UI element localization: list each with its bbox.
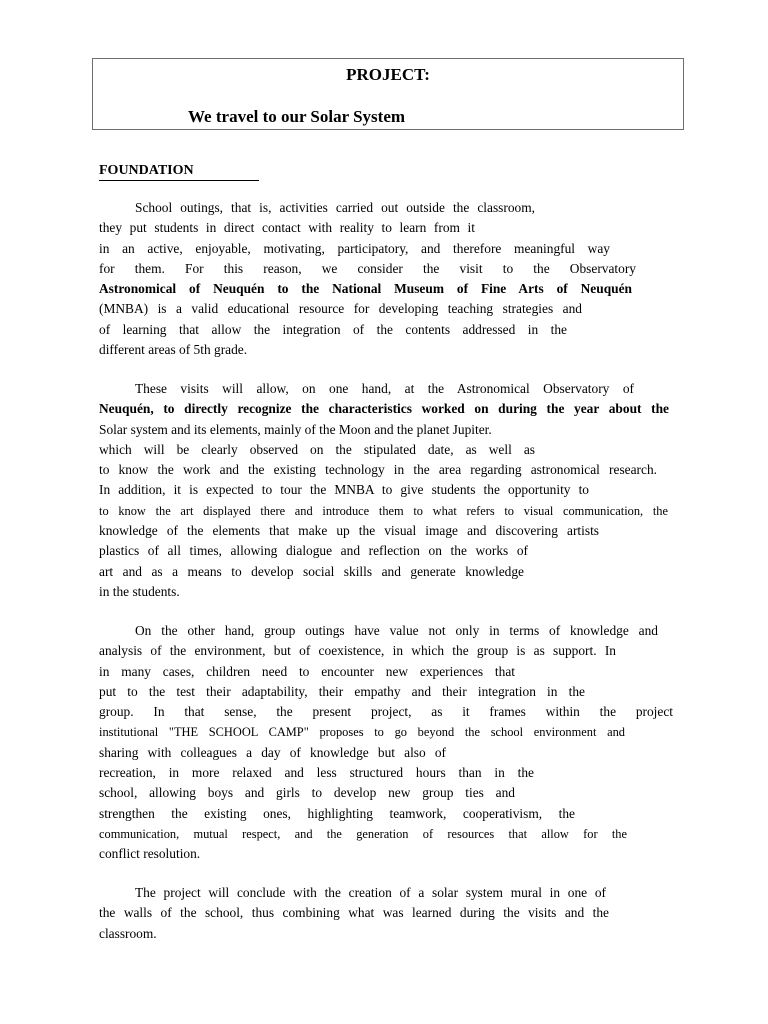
text-line: art and as a means to develop social skills and generate knowledge xyxy=(99,563,524,579)
text-line: to know the art displayed there and introduce them to what refers to visual communication, the xyxy=(99,503,668,518)
text-line: institutional "THE SCHOOL CAMP" proposes to go beyond the school environment and xyxy=(99,725,625,740)
text-line: conflict resolution. xyxy=(99,846,201,862)
text-line: the walls of the school, thus combining what was learned during the visits and the xyxy=(99,905,609,921)
text-line: On the other hand, group outings have value not only in terms of knowledge and xyxy=(135,623,658,638)
text-line: different areas of 5th grade. xyxy=(99,342,248,358)
text-line: which will be clearly observed on the stipulated date, as well as xyxy=(99,441,535,457)
text-line: group. In that sense, the present project, as it frames within the project xyxy=(99,704,673,720)
text-line: classroom. xyxy=(99,925,157,941)
section-heading: FOUNDATION xyxy=(99,162,259,181)
paragraph-2 xyxy=(99,379,673,602)
paragraph-4 xyxy=(99,883,673,944)
text-line: recreation, in more relaxed and less structured hours than in the xyxy=(99,765,534,781)
title-box xyxy=(92,58,684,130)
text-line: knowledge of the elements that make up the visual image and discovering artists xyxy=(99,523,599,539)
text-line: put to the test their adaptability, their empathy and their integration in the xyxy=(99,683,585,699)
text-line: sharing with colleagues a day of knowledge but also of xyxy=(99,744,446,760)
text-line: plastics of all times, allowing dialogue and reflection on the works of xyxy=(99,543,528,559)
text-line: communication, mutual respect, and the generation of resources that allow for the xyxy=(99,826,627,841)
paragraph-1 xyxy=(99,198,673,360)
project-title: We travel to our Solar System xyxy=(188,107,406,126)
text-line: Astronomical of Neuquén to the National Museum of Fine Arts of Neuquén xyxy=(99,281,632,297)
text-line: These visits will allow, on one hand, at the Astronomical Observatory of xyxy=(135,381,634,396)
text-line: In addition, it is expected to tour the MNBA to give students the opportunity to xyxy=(99,482,589,498)
text-line: in an active, enjoyable, motivating, participatory, and therefore meaningful way xyxy=(99,240,610,256)
text-line: to know the work and the existing technology in the area regarding astronomical research. xyxy=(99,462,657,478)
text-line: (MNBA) is a valid educational resource for developing teaching strategies and xyxy=(99,301,582,317)
text-line: for them. For this reason, we consider the visit to the Observatory xyxy=(99,260,636,276)
text-line: The project will conclude with the creation of a solar system mural in one of xyxy=(135,885,606,900)
text-line: of learning that allow the integration of the contents addressed in the xyxy=(99,321,567,337)
text-line: in many cases, children need to encounter new experiences that xyxy=(99,663,515,679)
text-line: school, allowing boys and girls to develop new group ties and xyxy=(99,785,515,801)
text-line: Solar system and its elements, mainly of the Moon and the planet Jupiter. xyxy=(99,421,492,437)
text-line: Neuquén, to directly recognize the characteristics worked on during the year about the xyxy=(99,401,669,417)
text-line: School outings, that is, activities carried out outside the classroom, xyxy=(135,200,535,215)
text-line: in the students. xyxy=(99,583,180,599)
text-line: strengthen the existing ones, highlighting teamwork, cooperativism, the xyxy=(99,805,575,821)
project-label: PROJECT: xyxy=(346,65,430,84)
text-line: they put students in direct contact with reality to learn from it xyxy=(99,220,475,236)
paragraph-3 xyxy=(99,621,673,865)
text-line: analysis of the environment, but of coexistence, in which the group is as support. In xyxy=(99,643,616,659)
